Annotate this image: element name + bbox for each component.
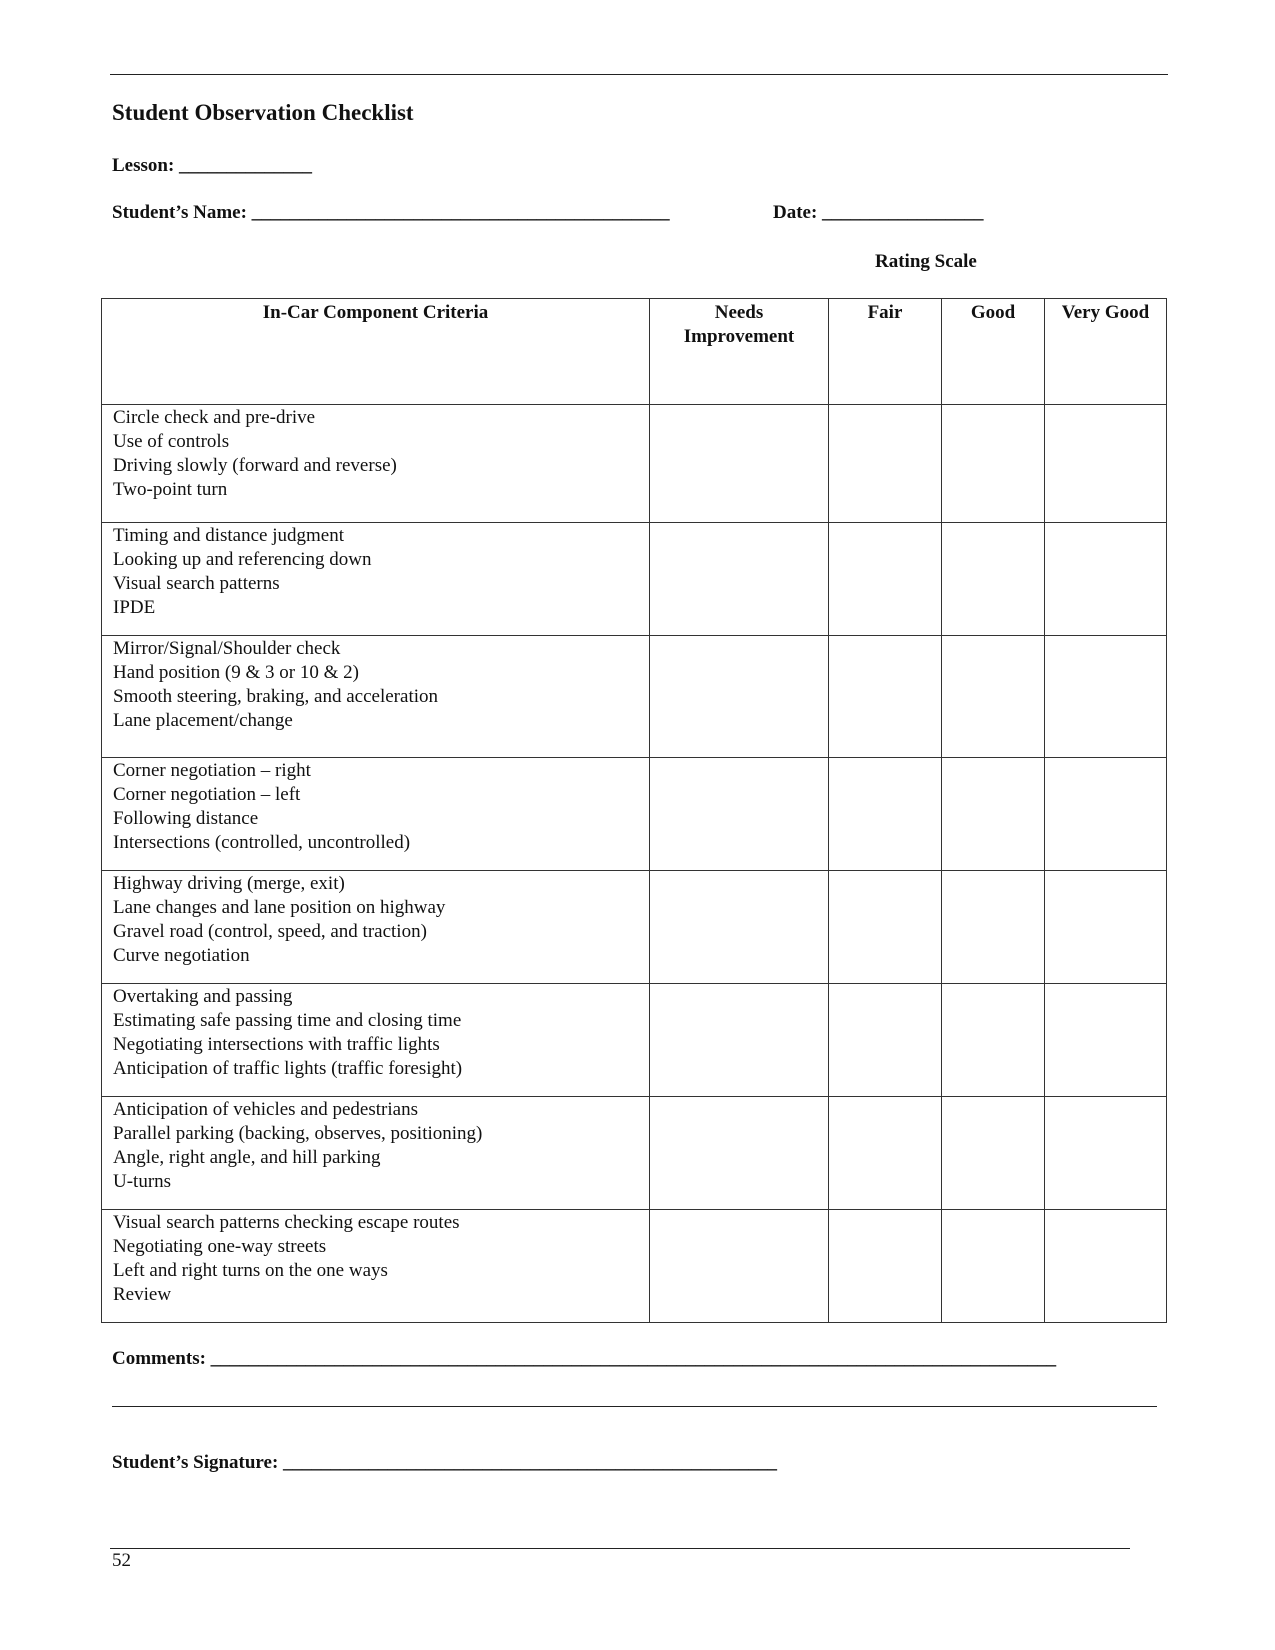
table-row: [102, 984, 1167, 1097]
rating-scale-label: Rating Scale: [875, 251, 977, 272]
comments-line[interactable]: [112, 1406, 1157, 1407]
bottom-rule: [110, 1548, 1130, 1549]
criteria-cell: [102, 1210, 650, 1323]
criteria-item: Circle check and pre-drive: [113, 407, 316, 428]
criteria-item: Lane changes and lane position on highway: [113, 897, 446, 918]
criteria-item: Following distance: [113, 808, 259, 829]
rating-cell-very-good[interactable]: [1045, 523, 1167, 636]
observation-checklist-table: [101, 298, 1167, 1323]
criteria-item: Looking up and referencing down: [113, 549, 372, 570]
rating-cell-needs-improvement[interactable]: [650, 405, 829, 523]
rating-cell-very-good[interactable]: [1045, 984, 1167, 1097]
rating-cell-very-good[interactable]: [1045, 1210, 1167, 1323]
student-name-field[interactable]: Student’s Name: ____________________________________________: [112, 202, 670, 223]
criteria-item: Anticipation of vehicles and pedestrians: [113, 1099, 418, 1120]
rating-cell-fair[interactable]: [829, 636, 942, 758]
rating-cell-needs-improvement[interactable]: [650, 984, 829, 1097]
rating-cell-good[interactable]: [942, 1097, 1045, 1210]
criteria-cell: [102, 871, 650, 984]
rating-cell-good[interactable]: [942, 405, 1045, 523]
rating-cell-needs-improvement[interactable]: [650, 1210, 829, 1323]
criteria-cell: [102, 636, 650, 758]
criteria-item: U-turns: [113, 1171, 172, 1192]
criteria-item: Hand position (9 & 3 or 10 & 2): [113, 662, 359, 683]
criteria-item: Curve negotiation: [113, 945, 250, 966]
criteria-item: Corner negotiation – right: [113, 760, 311, 781]
criteria-cell: [102, 758, 650, 871]
criteria-cell: [102, 1097, 650, 1210]
criteria-item: Smooth steering, braking, and acceleration: [113, 686, 439, 707]
criteria-item: Review: [113, 1284, 172, 1305]
lesson-field[interactable]: Lesson: ______________: [112, 155, 313, 176]
rating-cell-needs-improvement[interactable]: [650, 1097, 829, 1210]
rating-cell-good[interactable]: [942, 758, 1045, 871]
header-criteria: In-Car Component Criteria: [102, 299, 650, 405]
rating-cell-good[interactable]: [942, 984, 1045, 1097]
rating-cell-needs-improvement[interactable]: [650, 523, 829, 636]
rating-cell-very-good[interactable]: [1045, 871, 1167, 984]
header-very-good: Very Good: [1045, 299, 1167, 405]
header-row: [102, 299, 1167, 405]
criteria-item: Mirror/Signal/Shoulder check: [113, 638, 341, 659]
criteria-item: Angle, right angle, and hill parking: [113, 1147, 381, 1168]
rating-cell-fair[interactable]: [829, 405, 942, 523]
rating-cell-fair[interactable]: [829, 984, 942, 1097]
page-number: 52: [112, 1550, 131, 1571]
rating-cell-fair[interactable]: [829, 758, 942, 871]
date-field[interactable]: Date: _________________: [773, 202, 984, 223]
criteria-item: IPDE: [113, 597, 156, 618]
rating-cell-needs-improvement[interactable]: [650, 636, 829, 758]
rating-cell-needs-improvement[interactable]: [650, 871, 829, 984]
criteria-item: Negotiating one-way streets: [113, 1236, 327, 1257]
rating-cell-very-good[interactable]: [1045, 1097, 1167, 1210]
rating-cell-very-good[interactable]: [1045, 405, 1167, 523]
criteria-cell: [102, 984, 650, 1097]
rating-cell-very-good[interactable]: [1045, 758, 1167, 871]
rating-cell-good[interactable]: [942, 523, 1045, 636]
criteria-item: Use of controls: [113, 431, 230, 452]
table-row: [102, 871, 1167, 984]
criteria-item: Parallel parking (backing, observes, positioning): [113, 1123, 483, 1144]
rating-cell-fair[interactable]: [829, 1097, 942, 1210]
table-row: [102, 405, 1167, 523]
table-row: [102, 1097, 1167, 1210]
criteria-item: Highway driving (merge, exit): [113, 873, 345, 894]
top-rule: [110, 74, 1168, 75]
criteria-item: Visual search patterns: [113, 573, 280, 594]
criteria-cell: [102, 405, 650, 523]
criteria-item: Two-point turn: [113, 479, 228, 500]
criteria-item: Gravel road (control, speed, and traction): [113, 921, 427, 942]
comments-field[interactable]: Comments: _________________________________________________________________________________________: [112, 1348, 1057, 1369]
rating-cell-needs-improvement[interactable]: [650, 758, 829, 871]
table-row: [102, 636, 1167, 758]
table-row: [102, 1210, 1167, 1323]
criteria-item: Timing and distance judgment: [113, 525, 344, 546]
criteria-item: Anticipation of traffic lights (traffic foresight): [113, 1058, 463, 1079]
header-good: Good: [942, 299, 1045, 405]
criteria-item: Estimating safe passing time and closing time: [113, 1010, 462, 1031]
table-row: [102, 758, 1167, 871]
rating-cell-fair[interactable]: [829, 871, 942, 984]
criteria-item: Lane placement/change: [113, 710, 293, 731]
header-needs-improvement: Needs Improvement: [650, 299, 829, 405]
criteria-item: Intersections (controlled, uncontrolled): [113, 832, 411, 853]
criteria-item: Corner negotiation – left: [113, 784, 301, 805]
criteria-item: Overtaking and passing: [113, 986, 293, 1007]
rating-cell-good[interactable]: [942, 1210, 1045, 1323]
page-title: Student Observation Checklist: [112, 100, 414, 125]
criteria-item: Driving slowly (forward and reverse): [113, 455, 397, 476]
rating-cell-good[interactable]: [942, 871, 1045, 984]
table-row: [102, 523, 1167, 636]
header-fair: Fair: [829, 299, 942, 405]
criteria-item: Visual search patterns checking escape routes: [113, 1212, 460, 1233]
signature-field[interactable]: Student’s Signature: ____________________________________________________: [112, 1452, 778, 1473]
rating-cell-good[interactable]: [942, 636, 1045, 758]
rating-cell-fair[interactable]: [829, 523, 942, 636]
criteria-item: Negotiating intersections with traffic lights: [113, 1034, 440, 1055]
rating-cell-very-good[interactable]: [1045, 636, 1167, 758]
criteria-cell: [102, 523, 650, 636]
criteria-item: Left and right turns on the one ways: [113, 1260, 388, 1281]
rating-cell-fair[interactable]: [829, 1210, 942, 1323]
